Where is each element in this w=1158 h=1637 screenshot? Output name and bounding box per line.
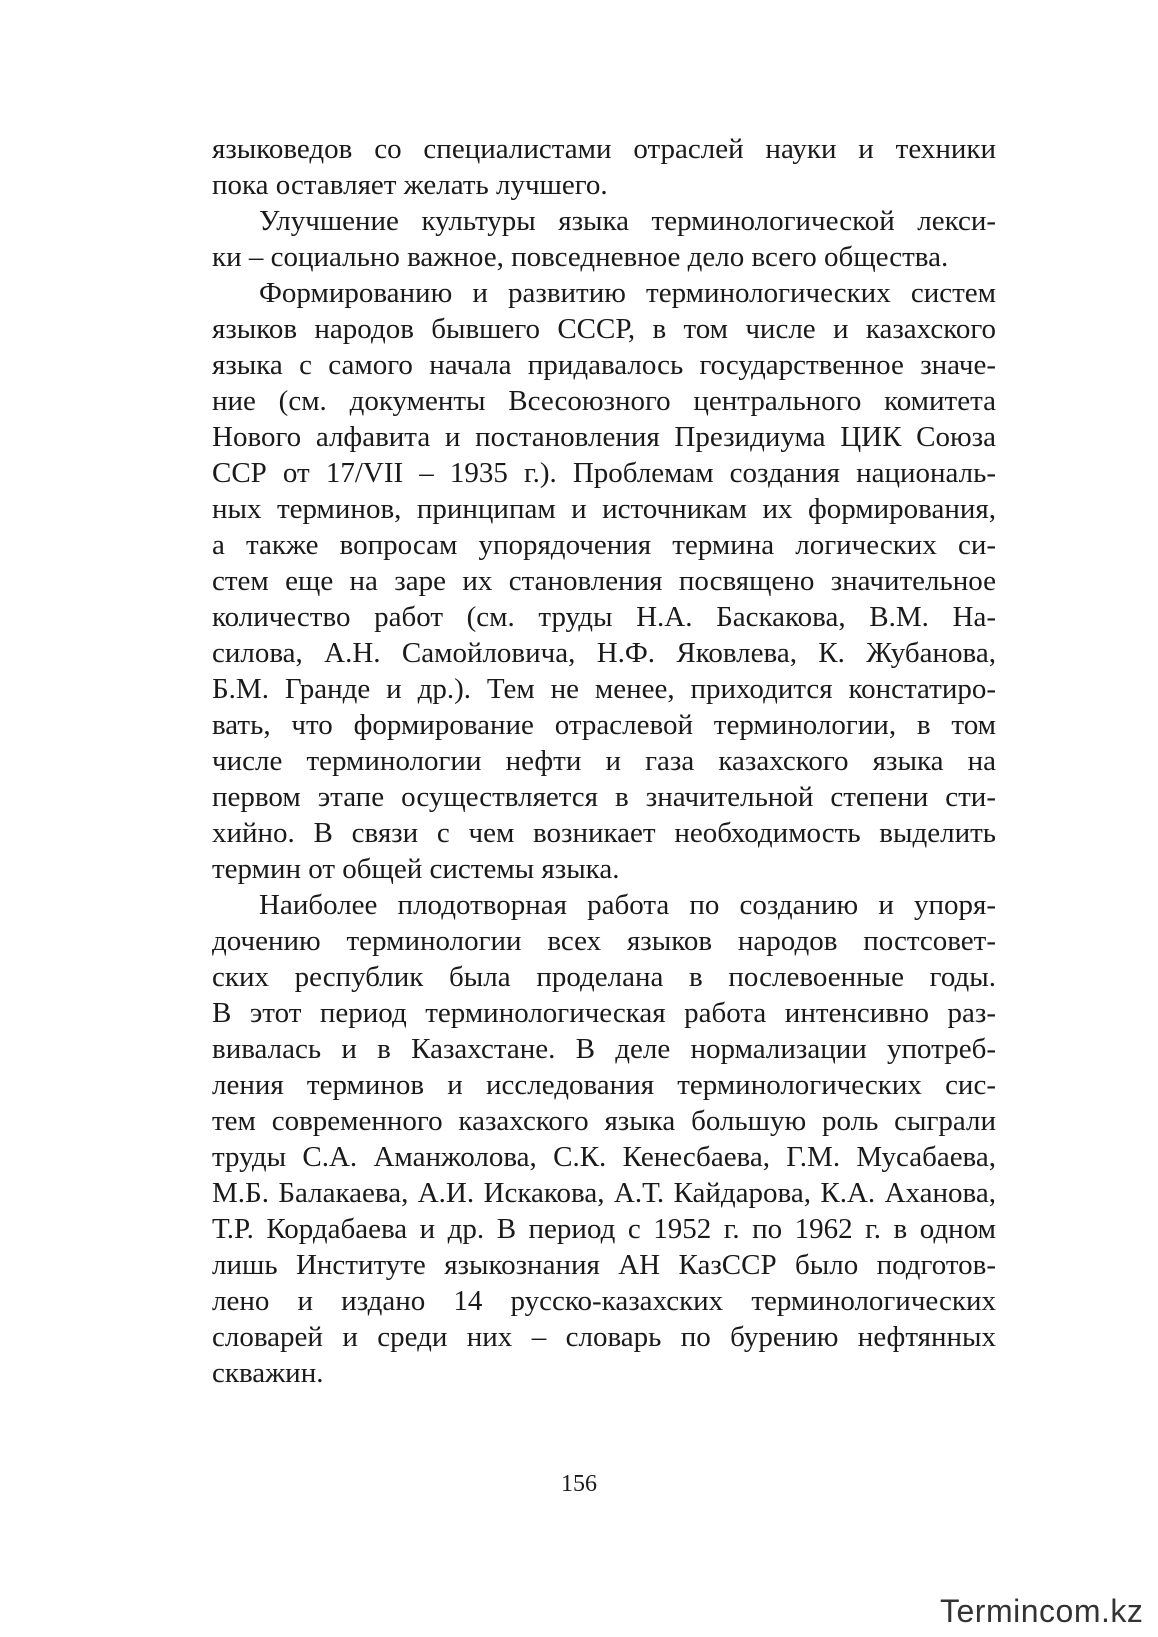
- text-line: термин от общей системы языка.: [212, 853, 620, 885]
- text-line: ССР от 17/VII – 1935 г.). Проблемам создания националь-: [212, 457, 996, 489]
- text-line: ских республик была проделана в послевоенные годы.: [212, 961, 996, 993]
- paragraph: [212, 131, 996, 203]
- watermark-text: Termincom.kz: [940, 1592, 1144, 1629]
- text-line: числе терминологии нефти и газа казахского языка на: [212, 745, 996, 777]
- text-line: дочению терминологии всех языков народов постсовет-: [212, 925, 996, 957]
- page-number: 156: [561, 1471, 597, 1497]
- paragraph: [212, 275, 996, 887]
- text-line: тем современного казахского языка большую роль сыграли: [212, 1105, 996, 1137]
- text-line: языковедов со специалистами отраслей науки и техники: [212, 133, 996, 165]
- text-line: хийно. В связи с чем возникает необходимость выделить: [212, 817, 996, 849]
- body-text: [212, 131, 996, 1391]
- paragraph: [212, 203, 996, 275]
- text-line: Формированию и развитию терминологических систем: [259, 277, 996, 309]
- text-line: языков народов бывшего СССР, в том числе и казахского: [212, 313, 996, 345]
- text-line: первом этапе осуществляется в значительной степени сти-: [212, 781, 996, 813]
- paragraph: [212, 887, 996, 1391]
- text-line: Наиболее плодотворная работа по созданию и упоря-: [259, 889, 996, 921]
- text-line: Т.Р. Кордабаева и др. В период с 1952 г. по 1962 г. в одном: [212, 1213, 996, 1245]
- text-line: ления терминов и исследования терминологических сис-: [212, 1069, 996, 1101]
- text-line: языка с самого начала придавалось государственное значе-: [212, 349, 996, 381]
- text-line: ние (см. документы Всесоюзного центрального комитета: [212, 385, 996, 417]
- text-line: вать, что формирование отраслевой терминологии, в том: [212, 709, 996, 741]
- text-line: количество работ (см. труды Н.А. Баскакова, В.М. На-: [212, 601, 996, 633]
- text-line: ных терминов, принципам и источникам их формирования,: [212, 493, 996, 525]
- text-line: стем еще на заре их становления посвящено значительное: [212, 565, 996, 597]
- text-line: Б.М. Гранде и др.). Тем не менее, приходится констатиро-: [212, 673, 996, 705]
- text-line: Улучшение культуры языка терминологической лекси-: [259, 205, 996, 237]
- text-line: В этот период терминологическая работа интенсивно раз-: [212, 997, 996, 1029]
- text-line: пока оставляет желать лучшего.: [212, 169, 608, 201]
- text-line: вивалась и в Казахстане. В деле нормализации употреб-: [212, 1033, 996, 1065]
- text-line: ки – социально важное, повседневное дело всего общества.: [212, 241, 949, 273]
- text-line: а также вопросам упорядочения термина логических си-: [212, 529, 996, 561]
- watermark-logo: [940, 1591, 1143, 1631]
- text-line: лено и издано 14 русско-казахских терминологических: [212, 1285, 996, 1317]
- text-line: Нового алфавита и постановления Президиума ЦИК Союза: [212, 421, 996, 453]
- text-line: лишь Институте языкознания АН КазССР было подготов-: [212, 1249, 996, 1281]
- text-line: словарей и среди них – словарь по бурению нефтянных: [212, 1321, 996, 1353]
- text-line: М.Б. Балакаева, А.И. Искакова, А.Т. Кайдарова, К.А. Аханова,: [212, 1177, 996, 1209]
- text-line: скважин.: [212, 1357, 324, 1389]
- text-line: силова, А.Н. Самойловича, Н.Ф. Яковлева, К. Жубанова,: [212, 637, 996, 669]
- text-line: труды С.А. Аманжолова, С.К. Кенесбаева, Г.М. Мусабаева,: [212, 1141, 996, 1173]
